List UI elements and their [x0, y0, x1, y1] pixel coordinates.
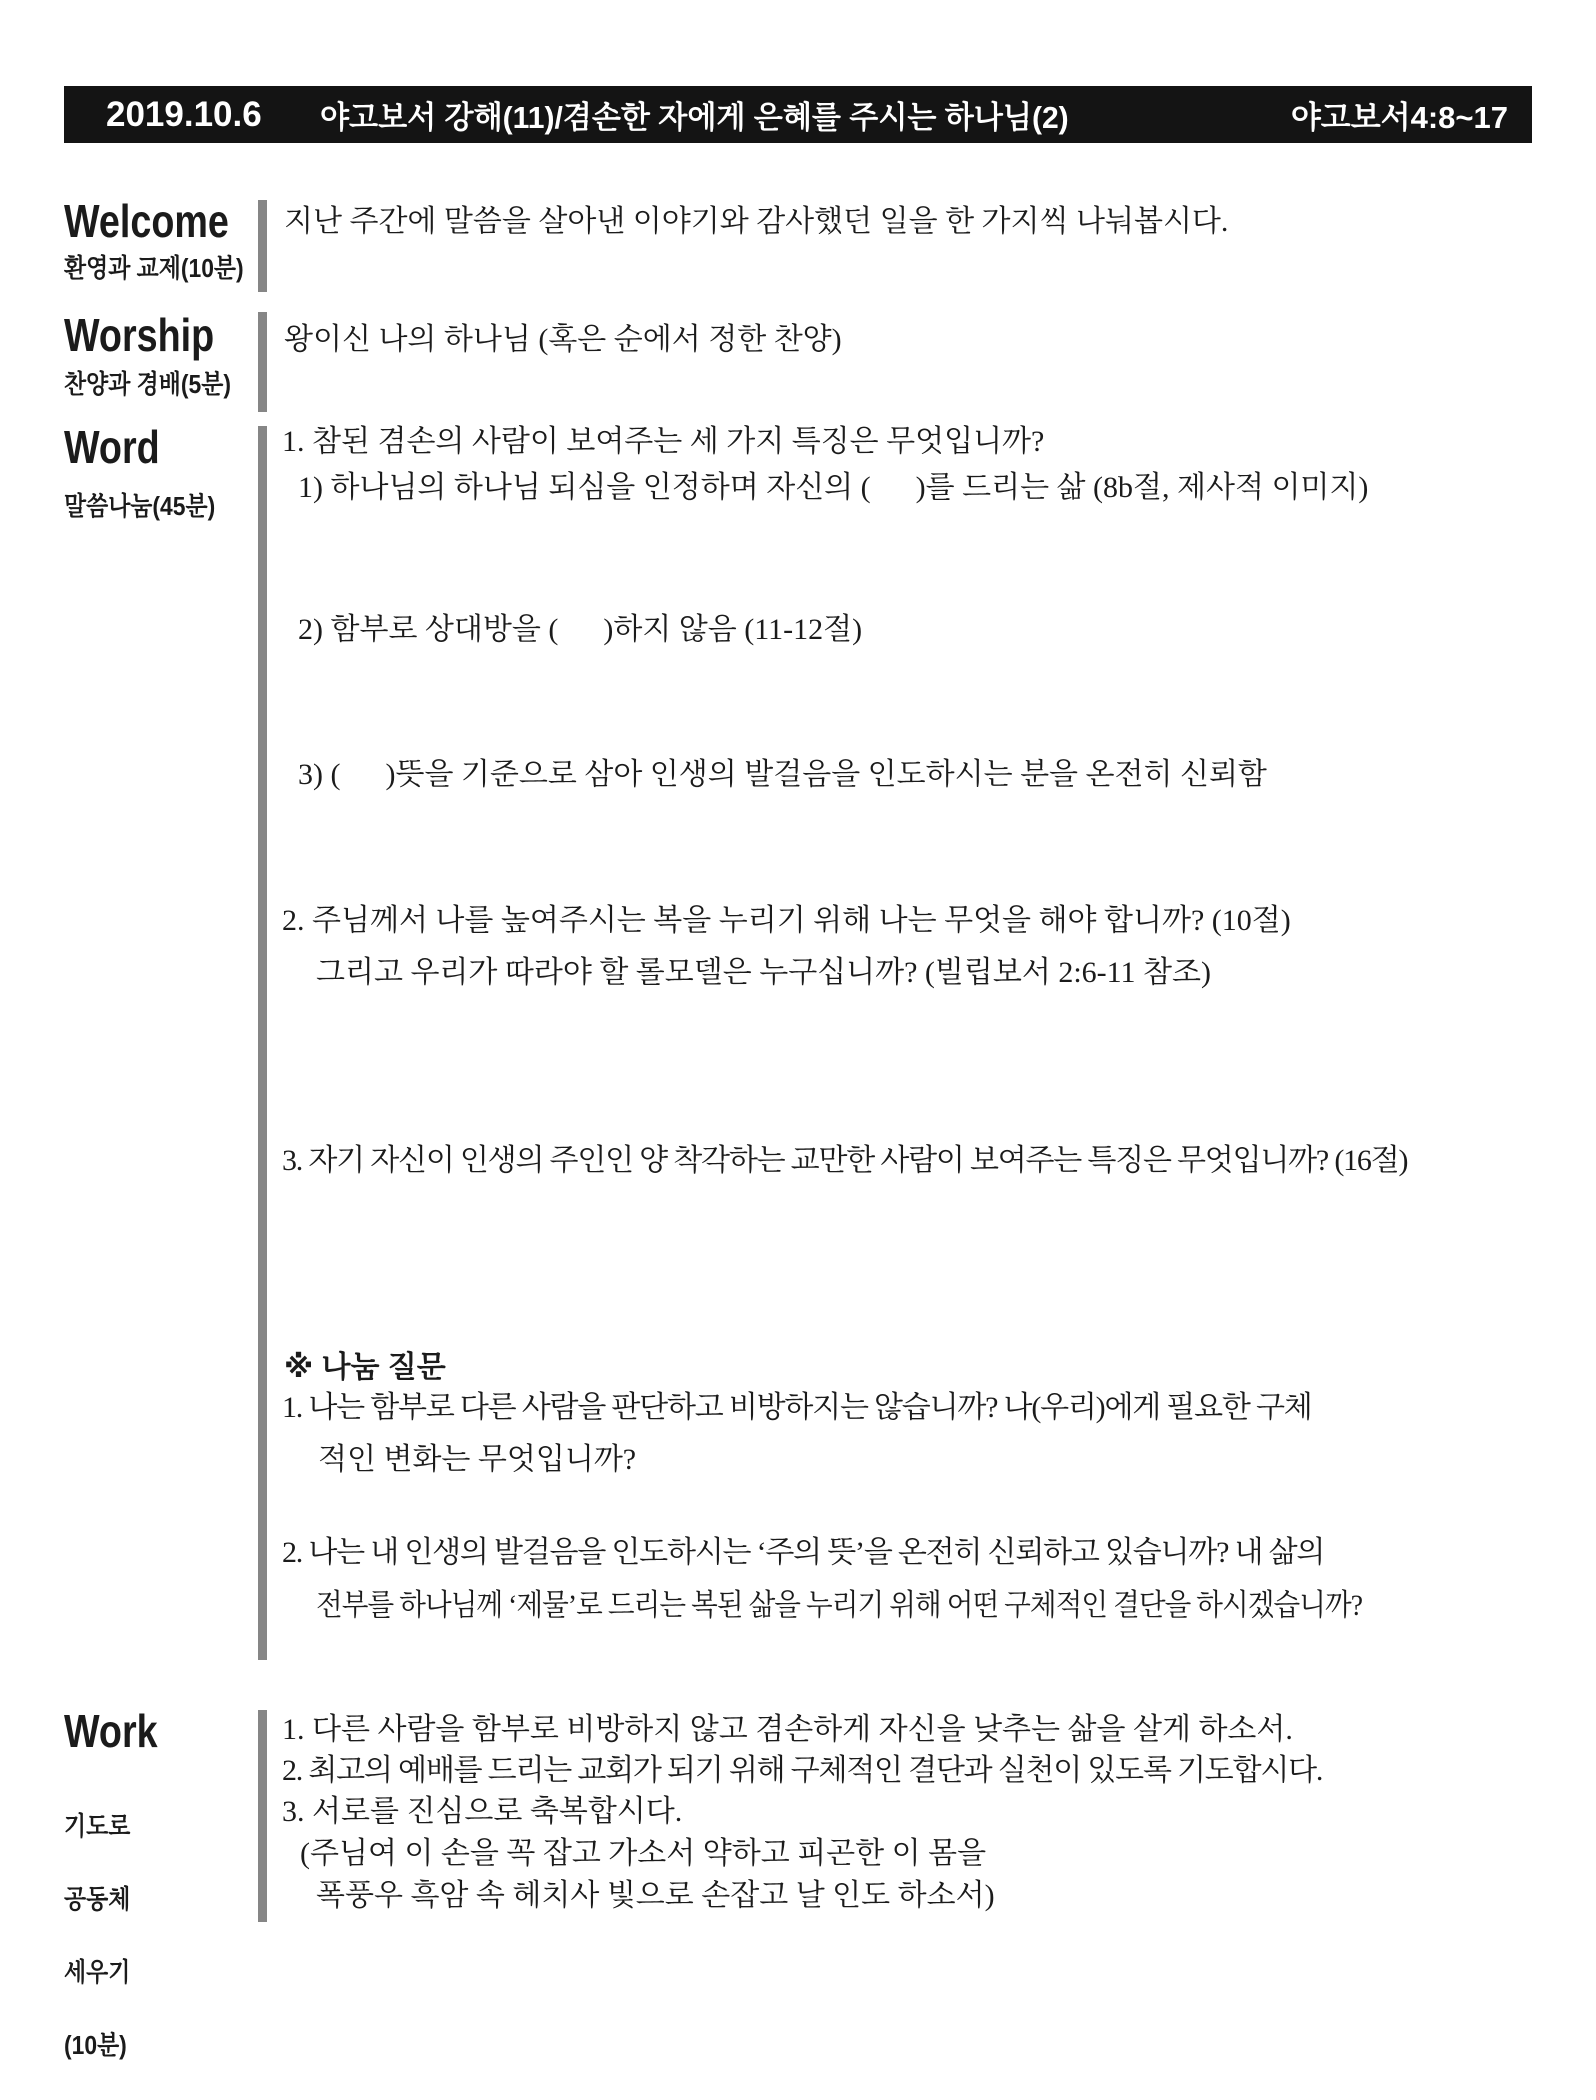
word-q1-sub2: 2) 함부로 상대방을 ( )하지 않음 (11-12절) [298, 613, 863, 646]
sharing-q1-line1: 1. 나는 함부로 다른 사람을 판단하고 비방하지는 않습니까? 나(우리)에게 필요한 구체 [282, 1391, 1312, 1424]
sharing-heading: ※ 나눔 질문 [284, 1351, 446, 1384]
worship-divider [258, 312, 267, 412]
word-divider [258, 426, 267, 1660]
work-divider [258, 1710, 267, 1922]
worship-section-subtitle: 찬양과 경배(5분) [64, 369, 231, 399]
header-date: 2019.10.6 [106, 94, 262, 134]
sharing-q1-line2: 적인 변화는 무엇입니까? [318, 1443, 637, 1476]
worship-section-title: Worship [64, 309, 215, 361]
sharing-q2-line1: 2. 나는 내 인생의 발걸음을 인도하시는 ‘주의 뜻’을 온전히 신뢰하고 있습니까? 내 삶의 [282, 1536, 1325, 1569]
word-q3: 3. 자기 자신이 인생의 주인인 양 착각하는 교만한 사람이 보여주는 특징은 무엇입니까? (16절) [282, 1144, 1408, 1177]
work-section-title: Work [64, 1705, 158, 1757]
work-item-4: (주님여 이 손을 꼭 잡고 가소서 약하고 피곤한 이 몸을 [300, 1837, 987, 1870]
welcome-divider [258, 200, 267, 292]
work-item-2: 2. 최고의 예배를 드리는 교회가 되기 위해 구체적인 결단과 실천이 있도록 기도합시다. [282, 1754, 1323, 1787]
welcome-content: 지난 주간에 말씀을 살아낸 이야기와 감사했던 일을 한 가지씩 나눠봅시다. [284, 205, 1229, 238]
work-section-subtitle [64, 1772, 139, 2100]
sharing-q2-line2: 전부를 하나님께 ‘제물’로 드리는 복된 삶을 누리기 위해 어떤 구체적인 결단을 하시겠습니까? [316, 1589, 1363, 1622]
word-q1-sub3: 3) ( )뜻을 기준으로 삼아 인생의 발걸음을 인도하시는 분을 온전히 신뢰함 [298, 758, 1267, 791]
work-item-3: 3. 서로를 진심으로 축복합시다. [282, 1795, 683, 1828]
word-section-subtitle: 말씀나눔(45분) [64, 491, 216, 521]
welcome-section-subtitle: 환영과 교제(10분) [64, 253, 244, 283]
work-subtitle-line-2: 공동체 [64, 1883, 131, 1914]
header-bar [64, 86, 1532, 143]
header-passage: 야고보서4:8~17 [1290, 100, 1508, 135]
work-item-1: 1. 다른 사람을 함부로 비방하지 않고 겸손하게 자신을 낮추는 삶을 살게 하소서. [282, 1713, 1293, 1746]
word-section-title: Word [64, 421, 160, 473]
work-subtitle-line-4: (10분) [64, 2029, 127, 2060]
work-subtitle-line-3: 세우기 [64, 1956, 131, 1987]
word-q1: 1. 참된 겸손의 사람이 보여주는 세 가지 특징은 무엇입니까? [282, 425, 1045, 458]
header-title: 야고보서 강해(11)/겸손한 자에게 은혜를 주시는 하나님(2) [319, 100, 1069, 135]
work-item-5: 폭풍우 흑암 속 헤치사 빛으로 손잡고 날 인도 하소서) [316, 1879, 995, 1912]
word-q2-line1: 2. 주님께서 나를 높여주시는 복을 누리기 위해 나는 무엇을 해야 합니까? (10절) [282, 904, 1291, 937]
word-q2-line2: 그리고 우리가 따라야 할 롤모델은 누구십니까? (빌립보서 2:6-11 참조) [316, 956, 1212, 989]
word-q1-sub1: 1) 하나님의 하나님 되심을 인정하며 자신의 ( )를 드리는 삶 (8b절, 제사적 이미지) [298, 471, 1369, 504]
welcome-section-title: Welcome [64, 195, 229, 247]
worship-content: 왕이신 나의 하나님 (혹은 순에서 정한 찬양) [284, 323, 842, 356]
work-subtitle-line-1: 기도로 [64, 1811, 131, 1841]
